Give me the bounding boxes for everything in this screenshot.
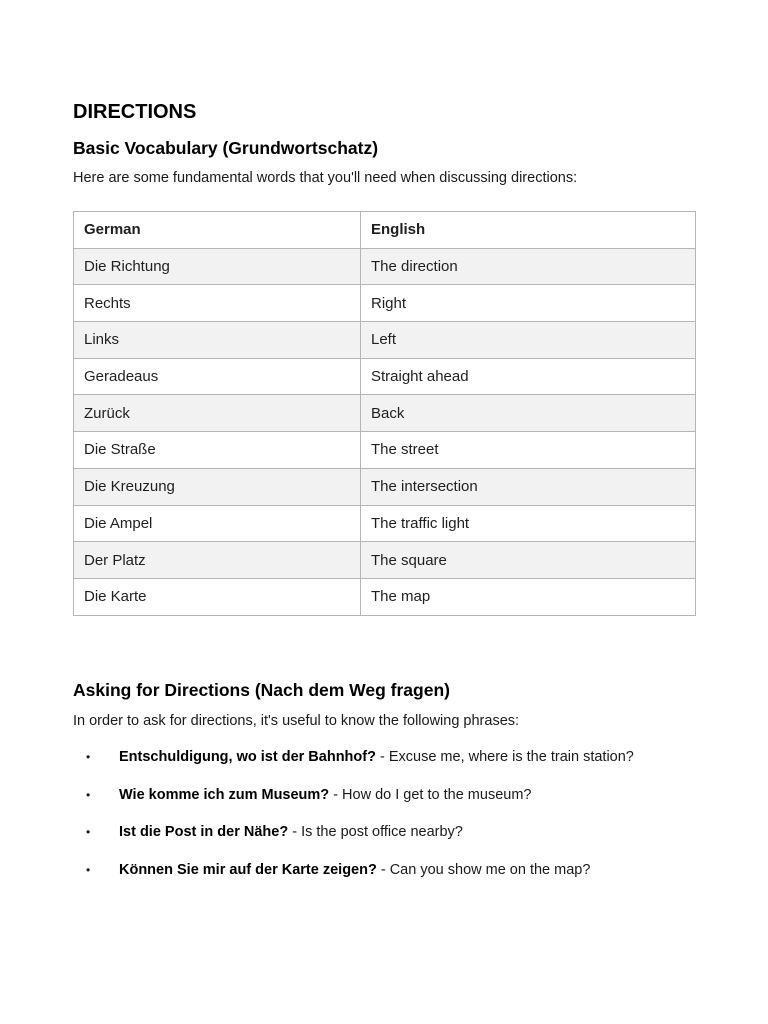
german-phrase: Wie komme ich zum Museum? (119, 786, 330, 803)
table-row (74, 322, 696, 359)
german-cell: Geradeaus (74, 358, 361, 395)
german-cell: Die Kreuzung (74, 468, 361, 505)
english-cell: The intersection (361, 468, 696, 505)
asking-directions-heading: Asking for Directions (Nach dem Weg fragen) (73, 680, 450, 700)
phrase-text (119, 786, 531, 805)
english-cell: Left (361, 322, 696, 359)
english-cell: The direction (361, 248, 696, 285)
bullet-icon: • (86, 825, 91, 840)
bullet-icon: • (86, 750, 91, 764)
english-cell: Right (361, 285, 696, 322)
asking-directions-intro: In order to ask for directions, it's useful to know the following phrases: (73, 713, 520, 729)
english-cell: Back (361, 395, 696, 432)
table-row (74, 505, 696, 542)
german-phrase: Entschuldigung, wo ist der Bahnhof? (119, 749, 376, 765)
column-header-german: German (74, 212, 361, 249)
german-cell: Rechts (74, 285, 361, 322)
german-cell: Die Ampel (74, 505, 361, 542)
english-translation: - Excuse me, where is the train station? (375, 749, 634, 765)
list-item (73, 786, 696, 805)
german-cell: Zurück (74, 395, 361, 432)
phrase-text (119, 748, 634, 767)
german-phrase: Können Sie mir auf der Karte zeigen? (119, 862, 377, 879)
table-header-row (74, 212, 696, 249)
list-item (73, 861, 696, 880)
vocabulary-heading: Basic Vocabulary (Grundwortschatz) (73, 138, 379, 158)
german-phrase: Ist die Post in der Nähe? (119, 824, 289, 841)
table-row (74, 432, 696, 469)
table-row (74, 542, 696, 579)
english-cell: The map (361, 578, 696, 615)
english-translation: - How do I get to the museum? (329, 786, 532, 803)
table-row (74, 578, 696, 615)
bullet-icon: • (86, 787, 91, 802)
table-row (74, 468, 696, 505)
list-item (73, 823, 696, 842)
english-cell: The street (361, 432, 696, 469)
german-cell: Die Karte (74, 578, 361, 615)
table-row (74, 395, 696, 432)
german-cell: Die Straße (74, 432, 361, 469)
german-cell: Die Richtung (74, 248, 361, 285)
phrase-list (73, 748, 696, 899)
vocabulary-table (73, 211, 696, 616)
phrase-text (119, 823, 463, 842)
english-cell: Straight ahead (361, 358, 696, 395)
document-title: DIRECTIONS (73, 101, 197, 123)
english-translation: - Is the post office nearby? (288, 824, 463, 841)
english-cell: The square (361, 542, 696, 579)
english-cell: The traffic light (361, 505, 696, 542)
german-cell: Links (74, 322, 361, 359)
english-translation: - Can you show me on the map? (376, 862, 591, 879)
table-row (74, 358, 696, 395)
list-item (73, 748, 696, 767)
bullet-icon: • (86, 863, 91, 878)
vocabulary-intro: Here are some fundamental words that you'll need when discussing directions: (73, 170, 578, 186)
german-cell: Der Platz (74, 542, 361, 579)
table-row (74, 285, 696, 322)
phrase-text (119, 861, 590, 880)
table-row (74, 248, 696, 285)
column-header-english: English (361, 212, 696, 249)
